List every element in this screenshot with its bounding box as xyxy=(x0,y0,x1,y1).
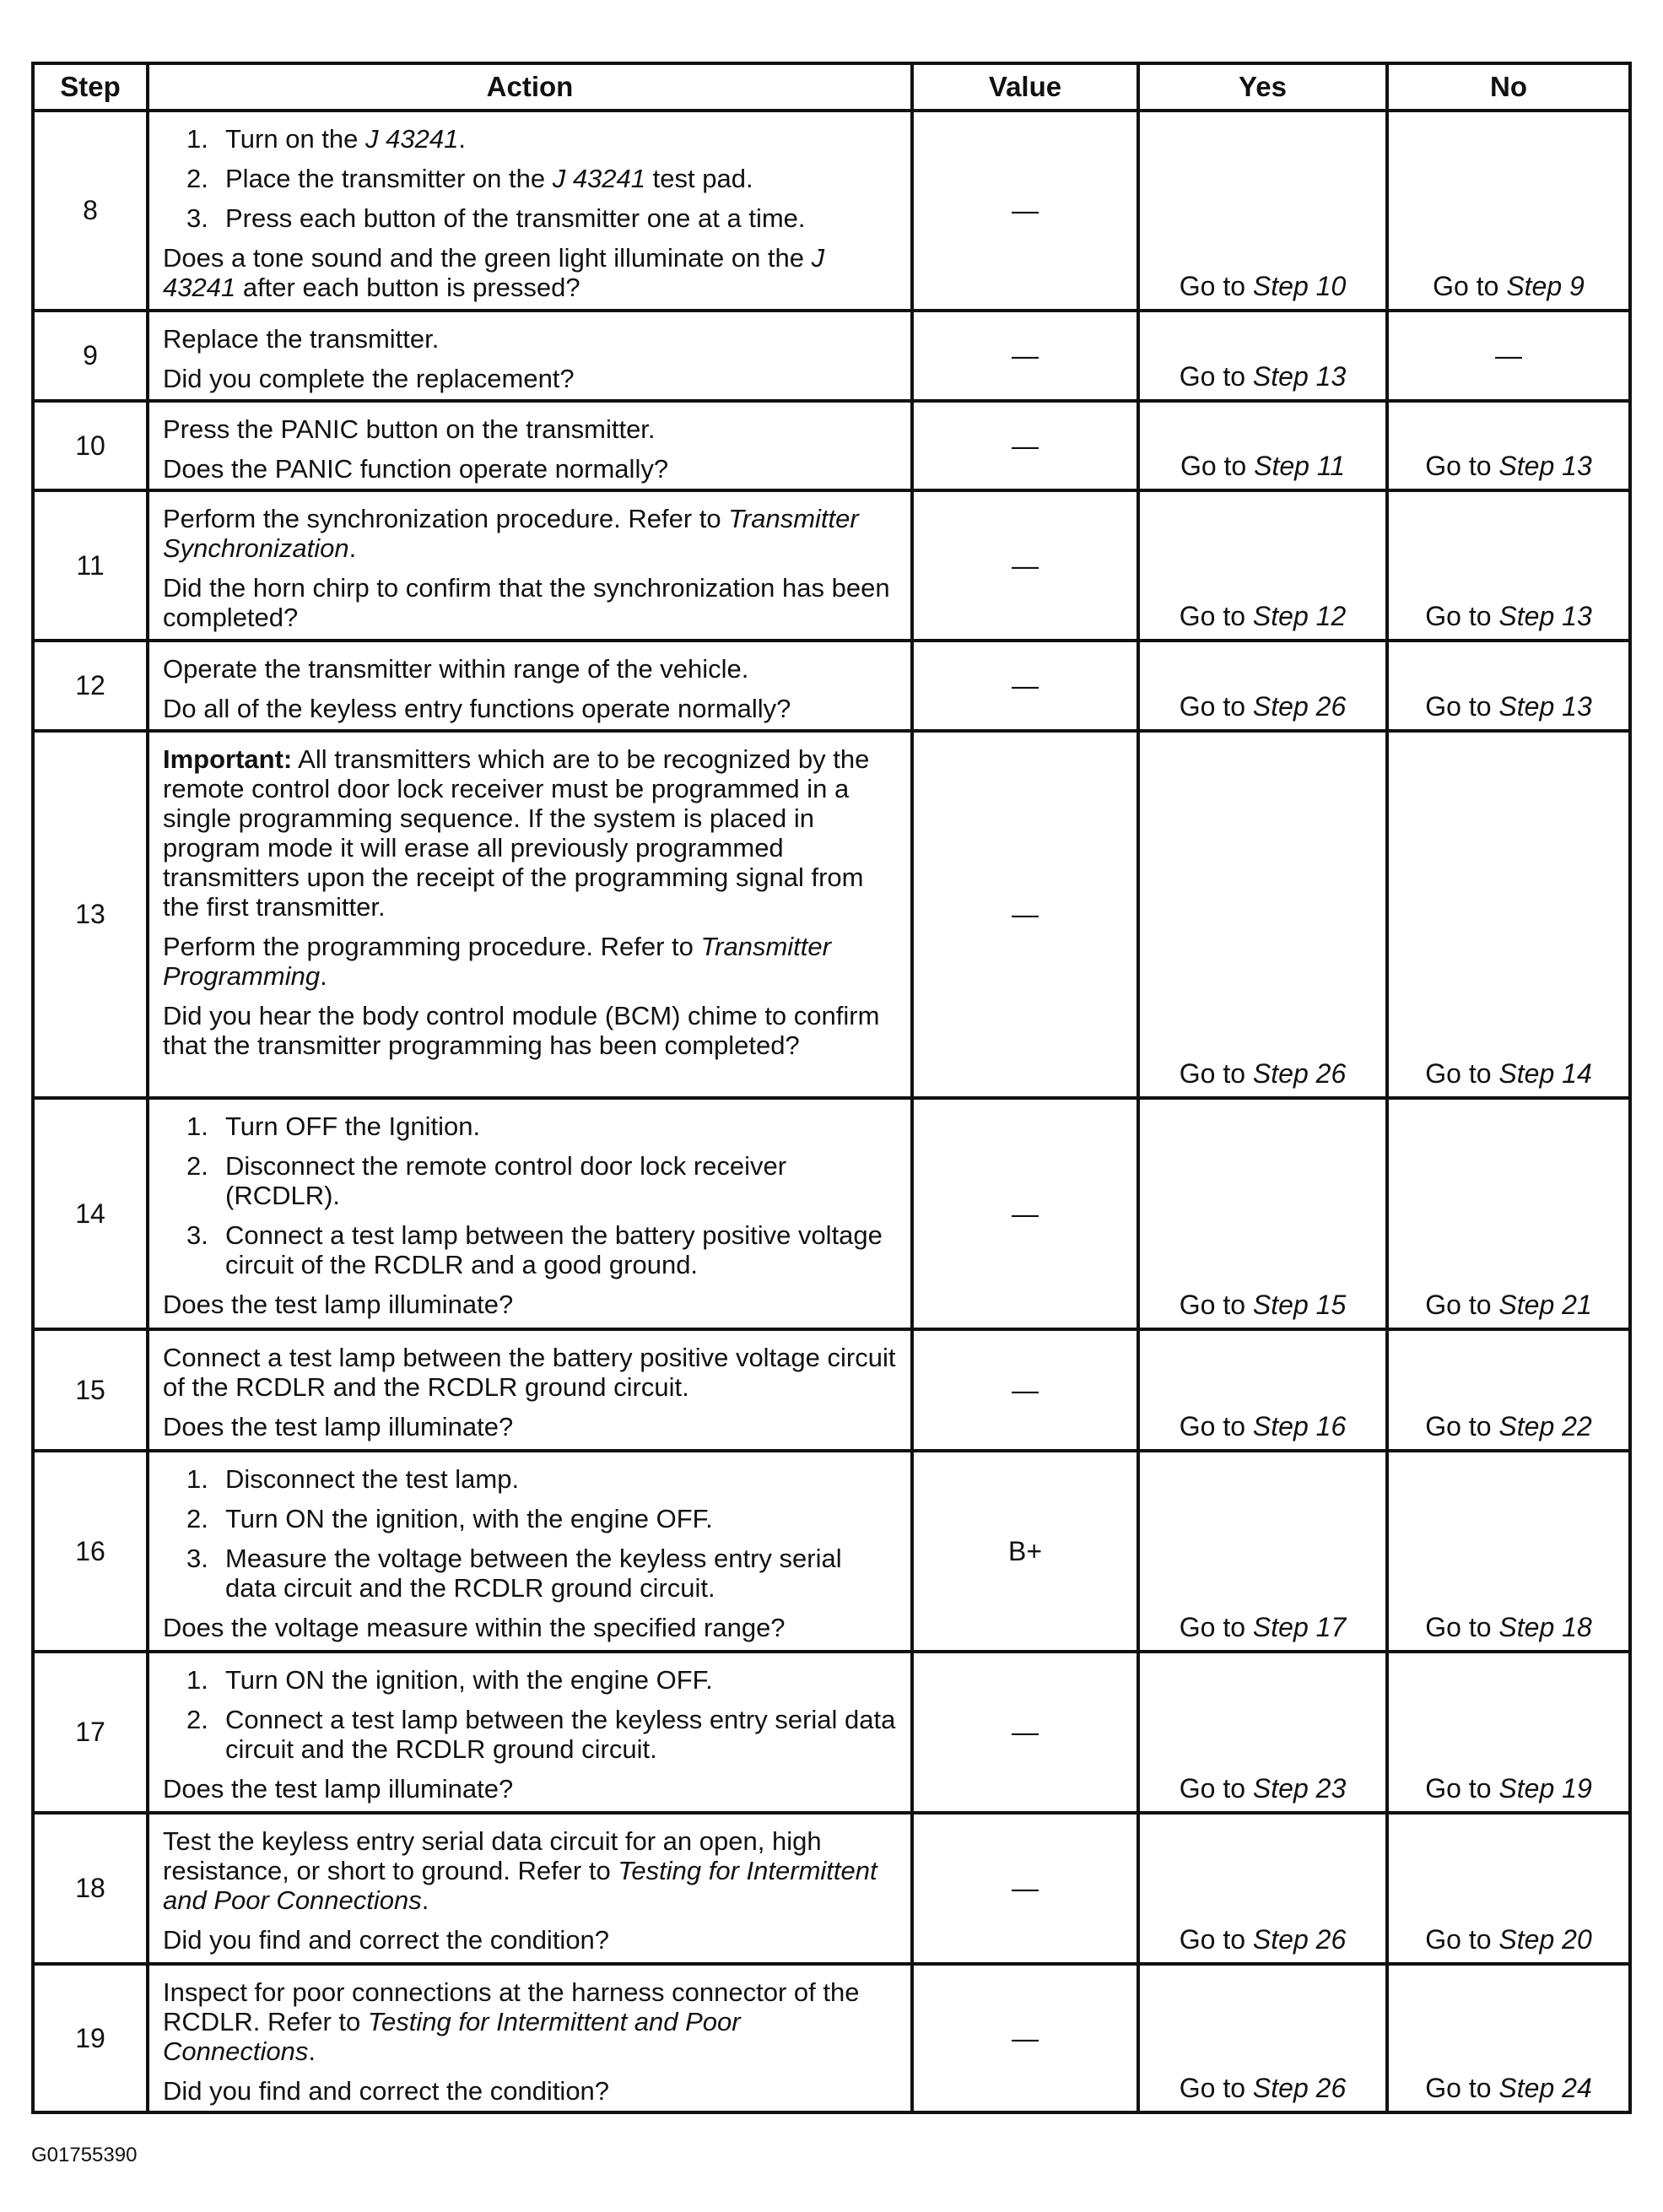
action-cell xyxy=(148,311,912,401)
no-cell xyxy=(1387,731,1630,1098)
step-number: 12 xyxy=(33,641,148,731)
action-question: Does the test lamp illuminate? xyxy=(163,1774,514,1804)
action-text: . xyxy=(348,533,357,563)
no-cell xyxy=(1387,1964,1630,2112)
action-question: Does the voltage measure within the specified range? xyxy=(163,1613,786,1642)
step-link[interactable]: Step 12 xyxy=(1252,601,1347,631)
table-row xyxy=(33,401,1630,490)
step-number: 14 xyxy=(33,1098,148,1329)
action-text: Turn ON the ignition, with the engine OFF. xyxy=(225,1665,713,1695)
step-link[interactable]: Step 26 xyxy=(1252,1924,1347,1955)
no-cell xyxy=(1387,401,1630,490)
table-row xyxy=(33,490,1630,641)
yes-cell xyxy=(1138,1813,1387,1964)
goto-text: Go to xyxy=(1433,271,1507,301)
goto-text: Go to xyxy=(1179,1290,1253,1320)
action-text: after each button is pressed? xyxy=(235,273,580,302)
action-cell xyxy=(148,111,912,311)
goto-text: Go to xyxy=(1179,2073,1253,2103)
value-cell: — xyxy=(912,731,1138,1098)
goto-text: Go to xyxy=(1425,1924,1499,1955)
list-number: 2. xyxy=(186,1151,208,1181)
action-text: All transmitters which are to be recognized by the remote control door lock receiver must be programmed in a single programming sequence. If the system is placed in program mode it will erase all previously programmed transmitters upon the receipt of the programming signal from the first transmitter. xyxy=(163,744,870,922)
list-number: 3. xyxy=(186,1220,208,1250)
table-row xyxy=(33,731,1630,1098)
no-cell xyxy=(1387,1652,1630,1813)
procedure-reference[interactable]: Transmitter Synchronization xyxy=(163,504,859,563)
step-link[interactable]: Step 22 xyxy=(1498,1411,1592,1441)
action-text: Press each button of the transmitter one at a time. xyxy=(225,203,806,233)
action-question: Did you complete the replacement? xyxy=(163,364,575,393)
step-link[interactable]: Step 11 xyxy=(1254,451,1346,481)
value-cell: — xyxy=(912,490,1138,641)
action-text: Connect a test lamp between the battery positive voltage circuit of the RCDLR and a good ground. xyxy=(225,1220,883,1279)
diagnostic-table xyxy=(31,62,1632,2114)
header-action: Action xyxy=(148,63,912,111)
step-link[interactable]: Step 26 xyxy=(1252,691,1347,722)
goto-text: Go to xyxy=(1425,451,1499,481)
list-number: 1. xyxy=(186,1111,208,1141)
action-paragraph xyxy=(163,932,897,991)
no-cell xyxy=(1387,1329,1630,1451)
action-question: Did the horn chirp to confirm that the synchronization has been completed? xyxy=(163,573,890,632)
yes-cell xyxy=(1138,490,1387,641)
yes-cell xyxy=(1138,311,1387,401)
value-cell: — xyxy=(912,1098,1138,1329)
table-row xyxy=(33,1098,1630,1329)
action-paragraph xyxy=(163,1977,897,2066)
action-question: Does the test lamp illuminate? xyxy=(163,1290,514,1319)
no-cell xyxy=(1387,1813,1630,1964)
list-number: 2. xyxy=(186,1504,208,1533)
yes-cell xyxy=(1138,1451,1387,1652)
no-cell xyxy=(1387,1451,1630,1652)
step-number: 19 xyxy=(33,1964,148,2112)
action-text: . xyxy=(320,961,327,991)
header-value: Value xyxy=(912,63,1138,111)
action-question xyxy=(163,243,897,302)
action-question: Did you hear the body control module (BCM) chime to confirm that the transmitter programming has been completed? xyxy=(163,1001,880,1060)
step-link[interactable]: Step 13 xyxy=(1498,691,1592,722)
procedure-reference[interactable]: Testing for Intermittent and Poor Connections xyxy=(163,2007,741,2066)
action-cell xyxy=(148,401,912,490)
list-number: 3. xyxy=(186,203,208,233)
list-number: 3. xyxy=(186,1544,208,1573)
action-cell xyxy=(148,1451,912,1652)
action-text: Measure the voltage between the keyless entry serial data circuit and the RCDLR ground circuit. xyxy=(225,1544,842,1603)
value-cell: — xyxy=(912,641,1138,731)
goto-text: Go to xyxy=(1180,451,1255,481)
action-text: Place the transmitter on the xyxy=(225,164,553,193)
header-row xyxy=(33,63,1630,111)
action-question: Does the test lamp illuminate? xyxy=(163,1412,514,1441)
yes-cell xyxy=(1138,401,1387,490)
step-number: 16 xyxy=(33,1451,148,1652)
step-link[interactable]: Step 19 xyxy=(1498,1773,1592,1804)
value-cell: — xyxy=(912,311,1138,401)
goto-text: Go to xyxy=(1179,1411,1253,1441)
procedure-reference[interactable]: Transmitter Programming xyxy=(163,932,831,991)
table-row xyxy=(33,641,1630,731)
value-cell: — xyxy=(912,111,1138,311)
step-link[interactable]: Step 20 xyxy=(1498,1924,1592,1955)
step-number: 17 xyxy=(33,1652,148,1813)
list-number: 2. xyxy=(186,1705,208,1734)
step-link[interactable]: Step 15 xyxy=(1252,1290,1347,1320)
step-number: 8 xyxy=(33,111,148,311)
action-cell xyxy=(148,490,912,641)
value-cell: — xyxy=(912,401,1138,490)
step-number: 18 xyxy=(33,1813,148,1964)
action-cell xyxy=(148,641,912,731)
action-text: . xyxy=(458,124,466,154)
table-row xyxy=(33,1813,1630,1964)
step-number: 11 xyxy=(33,490,148,641)
value-cell: — xyxy=(912,1964,1138,2112)
goto-text: Go to xyxy=(1425,1612,1499,1642)
step-number: 10 xyxy=(33,401,148,490)
table-row xyxy=(33,1964,1630,2112)
tool-reference: J 43241 xyxy=(163,243,825,302)
step-link[interactable]: Step 18 xyxy=(1498,1612,1592,1642)
yes-cell xyxy=(1138,1098,1387,1329)
action-text: Press the PANIC button on the transmitter. xyxy=(163,414,656,444)
action-text: Disconnect the remote control door lock receiver (RCDLR). xyxy=(225,1151,787,1210)
tool-reference: J 43241 xyxy=(365,124,459,154)
header-yes: Yes xyxy=(1138,63,1387,111)
no-cell xyxy=(1387,641,1630,731)
action-cell xyxy=(148,1964,912,2112)
goto-text: Go to xyxy=(1425,2073,1499,2103)
step-link[interactable]: Step 26 xyxy=(1252,2073,1347,2103)
list-number: 1. xyxy=(186,1665,208,1695)
header-no: No xyxy=(1387,63,1630,111)
action-text: Perform the programming procedure. Refer to xyxy=(163,932,701,961)
important-note xyxy=(163,744,897,922)
goto-text: Go to xyxy=(1425,1058,1499,1089)
goto-text: Go to xyxy=(1179,271,1253,301)
table-row xyxy=(33,1652,1630,1813)
goto-text: Go to xyxy=(1425,691,1499,722)
action-cell xyxy=(148,1329,912,1451)
goto-text: Go to xyxy=(1425,601,1499,631)
action-text: Turn on the xyxy=(225,124,366,154)
action-question: Did you find and correct the condition? xyxy=(163,1925,610,1955)
goto-text: Go to xyxy=(1179,1612,1253,1642)
step-number: 13 xyxy=(33,731,148,1098)
no-cell: — xyxy=(1387,311,1630,401)
action-paragraph xyxy=(163,504,897,563)
step-link[interactable]: Step 17 xyxy=(1252,1612,1347,1642)
goto-text: Go to xyxy=(1425,1411,1499,1441)
goto-text: Go to xyxy=(1179,1924,1253,1955)
action-text: Test the keyless entry serial data circuit for an open, high resistance, or short to ground. Refer to xyxy=(163,1826,822,1885)
table-row xyxy=(33,111,1630,311)
procedure-reference[interactable]: Testing for Intermittent and Poor Connections xyxy=(163,1856,877,1915)
header-step: Step xyxy=(33,63,148,111)
action-text: Perform the synchronization procedure. Refer to xyxy=(163,504,729,533)
list-number: 1. xyxy=(186,124,208,154)
action-text: Replace the transmitter. xyxy=(163,324,440,354)
value-cell: — xyxy=(912,1813,1138,1964)
goto-text: Go to xyxy=(1179,361,1253,392)
action-text: Turn OFF the Ignition. xyxy=(225,1111,481,1141)
value-cell: B+ xyxy=(912,1451,1138,1652)
tool-reference: J 43241 xyxy=(552,164,646,193)
table-row xyxy=(33,311,1630,401)
step-link[interactable]: Step 16 xyxy=(1252,1411,1347,1441)
yes-cell xyxy=(1138,1964,1387,2112)
action-text: Inspect for poor connections at the harness connector of the RCDLR. Refer to xyxy=(163,1977,860,2036)
action-text: Disconnect the test lamp. xyxy=(225,1464,520,1494)
action-question: Do all of the keyless entry functions operate normally? xyxy=(163,694,791,723)
no-cell xyxy=(1387,1098,1630,1329)
yes-cell xyxy=(1138,1329,1387,1451)
step-link[interactable]: Step 13 xyxy=(1498,601,1592,631)
action-cell xyxy=(148,1098,912,1329)
action-cell xyxy=(148,731,912,1098)
yes-cell xyxy=(1138,731,1387,1098)
action-question: Does the PANIC function operate normally? xyxy=(163,454,669,484)
action-cell xyxy=(148,1652,912,1813)
action-text: . xyxy=(308,2036,316,2066)
goto-text: Go to xyxy=(1179,691,1253,722)
important-label: Important: xyxy=(163,744,293,774)
figure-id: G01755390 xyxy=(31,2144,138,2166)
action-paragraph xyxy=(163,1826,897,1915)
step-link[interactable]: Step 23 xyxy=(1252,1773,1347,1804)
value-cell: — xyxy=(912,1652,1138,1813)
table-row xyxy=(33,1329,1630,1451)
step-link[interactable]: Step 21 xyxy=(1498,1290,1592,1320)
table-row xyxy=(33,1451,1630,1652)
no-cell xyxy=(1387,490,1630,641)
step-number: 15 xyxy=(33,1329,148,1451)
yes-cell xyxy=(1138,111,1387,311)
action-cell xyxy=(148,1813,912,1964)
step-link[interactable]: Step 13 xyxy=(1498,451,1592,481)
no-cell xyxy=(1387,111,1630,311)
action-text: Connect a test lamp between the battery positive voltage circuit of the RCDLR and the RCDLR ground circuit. xyxy=(163,1343,896,1402)
list-number: 2. xyxy=(186,164,208,193)
goto-text: Go to xyxy=(1179,601,1253,631)
yes-cell xyxy=(1138,641,1387,731)
action-question: Did you find and correct the condition? xyxy=(163,2076,610,2106)
goto-text: Go to xyxy=(1425,1773,1499,1804)
step-link[interactable]: Step 26 xyxy=(1252,1058,1347,1089)
action-text: . xyxy=(421,1885,429,1915)
goto-text: Go to xyxy=(1179,1058,1253,1089)
action-text: test pad. xyxy=(645,164,753,193)
goto-text: Go to xyxy=(1179,1773,1253,1804)
step-number: 9 xyxy=(33,311,148,401)
value-cell: — xyxy=(912,1329,1138,1451)
step-link[interactable]: Step 13 xyxy=(1252,361,1347,392)
action-text: Turn ON the ignition, with the engine OFF. xyxy=(225,1504,713,1533)
yes-cell xyxy=(1138,1652,1387,1813)
list-number: 1. xyxy=(186,1464,208,1494)
step-link[interactable]: Step 14 xyxy=(1498,1058,1592,1089)
action-text: Connect a test lamp between the keyless entry serial data circuit and the RCDLR ground circuit. xyxy=(225,1705,896,1764)
action-text: Does a tone sound and the green light illuminate on the xyxy=(163,243,812,273)
step-link[interactable]: Step 10 xyxy=(1252,271,1347,301)
action-text: Operate the transmitter within range of the vehicle. xyxy=(163,654,749,684)
step-link[interactable]: Step 9 xyxy=(1506,271,1585,301)
goto-text: Go to xyxy=(1425,1290,1499,1320)
step-link[interactable]: Step 24 xyxy=(1498,2073,1592,2103)
